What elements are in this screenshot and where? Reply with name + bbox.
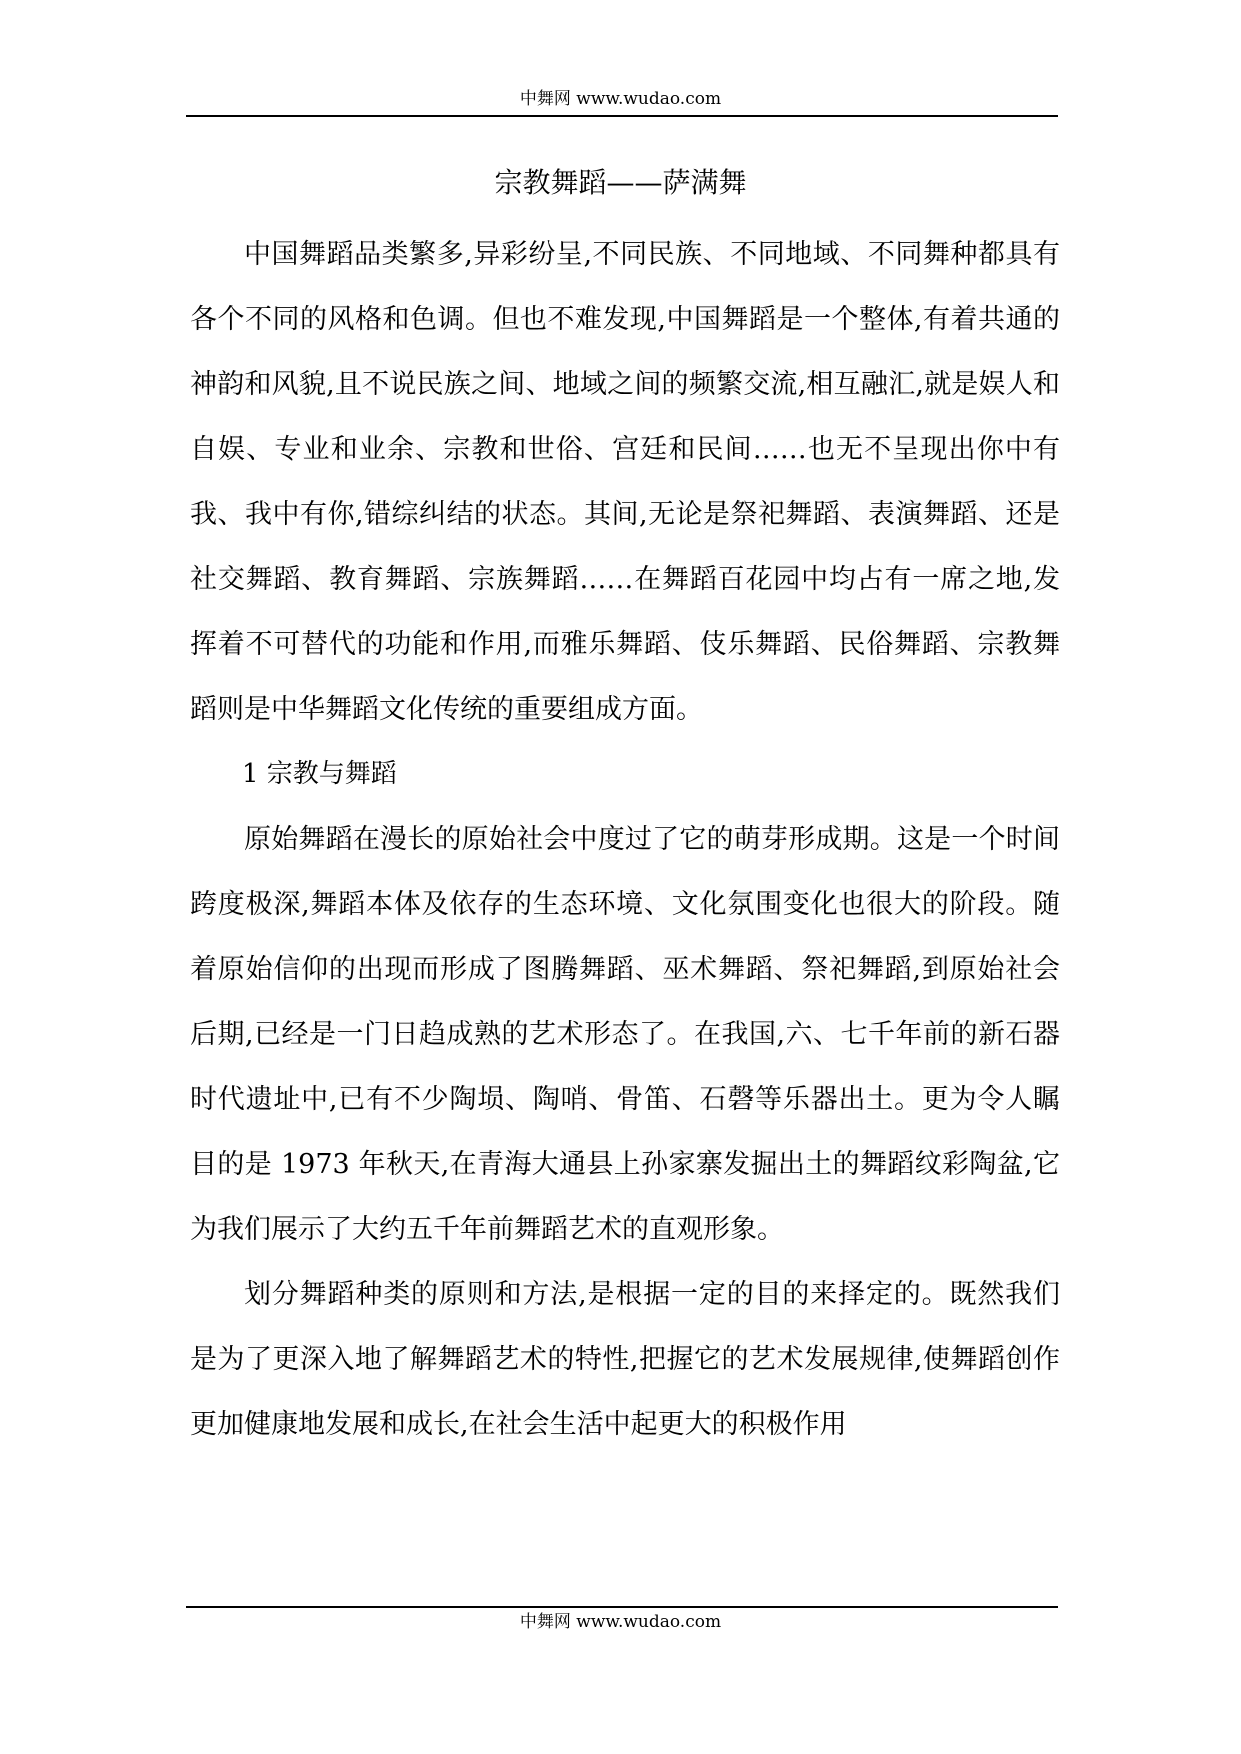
paragraph-classification: 划分舞蹈种类的原则和方法,是根据一定的目的来择定的。既然我们是为了更深入地了解舞蹈艺术的特性,把握它的艺术发展规律,使舞蹈创作更加健康地发展和成长,在社会生活中起更大的积极作用 — [190, 1279, 1060, 1440]
page-footer: 中舞网 www.wudao.com — [519, 1612, 722, 1632]
header-divider — [186, 115, 1058, 117]
paragraph-primitive-dance: 原始舞蹈在漫长的原始社会中度过了它的萌芽形成期。这是一个时间跨度极深,舞蹈本体及依存的生态环境、文化氛围变化也很大的阶段。随着原始信仰的出现而形成了图腾舞蹈、巫术舞蹈、祭祀舞蹈,到原始社会后期,已经是一门日趋成熟的艺术形态了。在我国,六、七千年前的新石器时代遗址中,已有不少陶埙、陶哨、骨笛、石磬等乐器出土。更为令人瞩目的是 1973 年秋天,在青海大通县上孙家寨发掘出土的舞蹈纹彩陶盆,它为我们展示了大约五千年前舞蹈艺术的直观形象。 — [190, 824, 1060, 1245]
document-title: 宗教舞蹈——萨满舞 — [494, 166, 747, 199]
footer-divider — [186, 1606, 1058, 1608]
section-heading: 1 宗教与舞蹈 — [242, 759, 397, 789]
page-header: 中舞网 www.wudao.com — [519, 89, 722, 109]
paragraph-intro: 中国舞蹈品类繁多,异彩纷呈,不同民族、不同地域、不同舞种都具有各个不同的风格和色调。但也不难发现,中国舞蹈是一个整体,有着共通的神韵和风貌,且不说民族之间、地域之间的频繁交流,相互融汇,就是娱人和自娱、专业和业余、宗教和世俗、宫廷和民间……也无不呈现出你中有我、我中有你,错综纠结的状态。其间,无论是祭祀舞蹈、表演舞蹈、还是社交舞蹈、教育舞蹈、宗族舞蹈……在舞蹈百花园中均占有一席之地,发挥着不可替代的功能和作用,而雅乐舞蹈、伎乐舞蹈、民俗舞蹈、宗教舞蹈则是中华舞蹈文化传统的重要组成方面。 — [190, 239, 1060, 725]
document-body — [190, 222, 1060, 1457]
